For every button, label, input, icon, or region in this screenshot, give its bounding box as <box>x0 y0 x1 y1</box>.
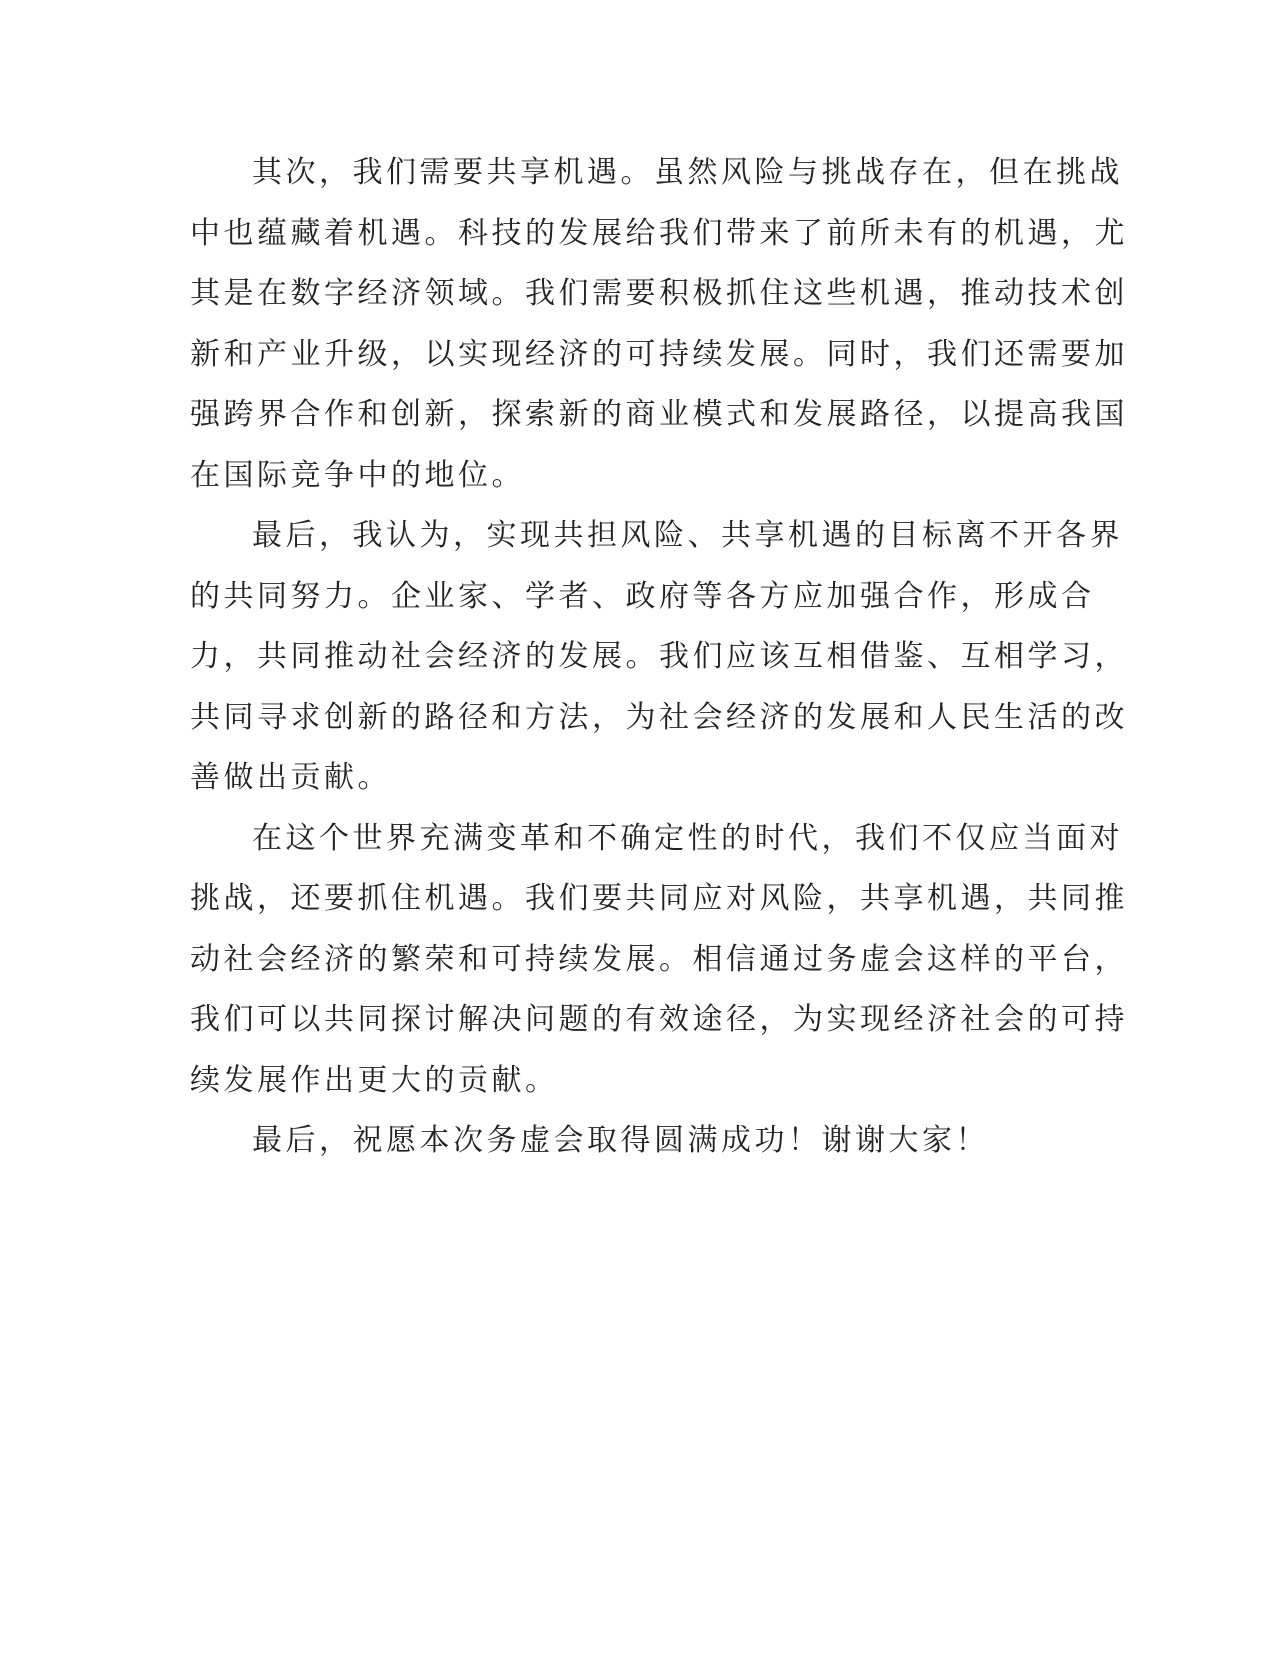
paragraph-line: 在这个世界充满变革和不确定性的时代，我们不仅应当面对 <box>252 820 1123 856</box>
paragraph-line: 其是在数字经济领域。我们需要积极抓住这些机遇，推动技术创 <box>190 276 1128 311</box>
paragraph-line: 最后，祝愿本次务虚会取得圆满成功！谢谢大家！ <box>252 1123 989 1158</box>
paragraph-line: 善做出贡献。 <box>190 760 391 795</box>
document-body <box>190 143 1128 1172</box>
paragraph-line: 挑战，还要抓住机遇。我们要共同应对风险，共享机遇，共同推 <box>190 881 1128 916</box>
paragraph-line: 最后，我认为，实现共担风险、共享机遇的目标离不开各界 <box>252 518 1123 553</box>
paragraph-1 <box>190 143 1128 506</box>
paragraph-line: 新和产业升级，以实现经济的可持续发展。同时，我们还需要加 <box>190 336 1128 372</box>
paragraph-3 <box>190 809 1128 1112</box>
paragraph-line: 力，共同推动社会经济的发展。我们应该互相借鉴、互相学习， <box>190 639 1128 674</box>
paragraph-line: 在国际竞争中的地位。 <box>190 457 525 493</box>
paragraph-line: 共同寻求创新的路径和方法，为社会经济的发展和人民生活的改 <box>190 699 1128 735</box>
paragraph-line: 强跨界合作和创新，探索新的商业模式和发展路径，以提高我国 <box>190 397 1128 432</box>
paragraph-line: 中也蕴藏着机遇。科技的发展给我们带来了前所未有的机遇，尤 <box>190 215 1128 251</box>
paragraph-4 <box>190 1111 1070 1172</box>
paragraph-line: 的共同努力。企业家、学者、政府等各方应加强合作，形成合 <box>190 578 1095 614</box>
paragraph-line: 动社会经济的繁荣和可持续发展。相信通过务虚会这样的平台， <box>190 941 1128 977</box>
paragraph-line: 续发展作出更大的贡献。 <box>190 1062 559 1098</box>
paragraph-line: 其次，我们需要共享机遇。虽然风险与挑战存在，但在挑战 <box>252 155 1123 190</box>
paragraph-line: 我们可以共同探讨解决问题的有效途径，为实现经济社会的可持 <box>190 1002 1128 1037</box>
paragraph-2 <box>190 506 1128 809</box>
